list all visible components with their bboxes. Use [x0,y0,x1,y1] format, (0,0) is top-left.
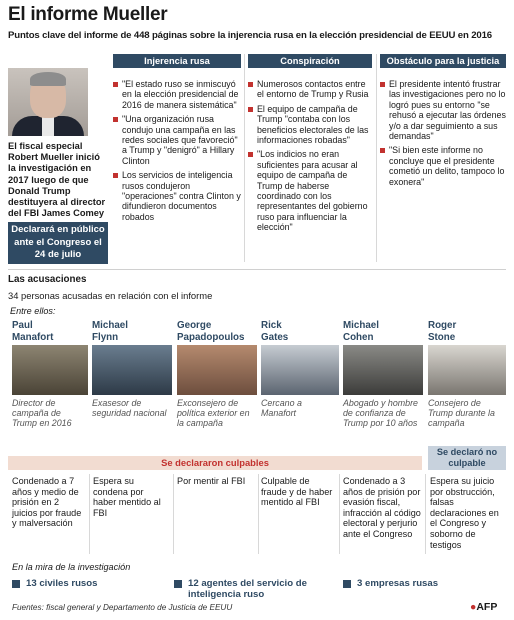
outcome-manafort: Condenado a 7 años y medio de prisión en 2 juicios por fraude y malversación [12,476,82,529]
person-photo [428,345,506,395]
testimony-date-box: Declarará en público ante el Congreso el 24 de julio [8,222,108,264]
person-photo [12,345,88,395]
person-first-name: Michael [343,320,379,331]
person-description: Abogado y hombre de confianza de Trump por 10 años [343,398,418,428]
column-obstruction [380,54,506,191]
bullet-item: El equipo de campaña de Trump "contaba con los beneficios electorales de las informaciones robadas" [248,104,372,146]
person-photo [177,345,257,395]
person-last-name: Papadopoulos [177,331,245,343]
column-heading: Injerencia rusa [113,54,241,68]
person-first-name: Roger [428,320,457,331]
person-manafort [12,320,88,428]
afp-logo-text: AFP [476,601,498,613]
person-last-name: Manafort [12,331,54,343]
accusations-title: Las acusaciones [8,274,87,285]
accusations-subtitle: 34 personas acusadas en relación con el informe [8,290,213,301]
person-flynn [92,320,172,418]
person-last-name: Cohen [343,331,374,343]
bullet-item: "Una organización rusa condujo una campaña en las redes sociales que favoreció" a Trump y "denigró" a Hillary Clinton [113,114,241,166]
outcome-stone: Espera su juicio por obstrucción, falsas declaraciones en el Congreso y soborno de testigos [430,476,499,550]
target-russian-civilians: 13 civiles rusos [26,578,98,589]
page-subtitle: Puntos clave del informe de 448 páginas sobre la injerencia rusa en la elección presidencial de EEUU en 2016 [8,30,492,41]
column-heading: Obstáculo para la justicia [380,54,506,68]
bullet-item: "El estado ruso se inmiscuyó en la elección presidencial de 2016 de manera sistemática" [113,79,241,110]
outcome-papadopoulos: Por mentir al FBI [177,476,246,486]
person-description: Exasesor de seguridad nacional [92,398,167,418]
investigation-label: En la mira de la investigación [12,562,131,572]
person-description: Director de campaña de Trump en 2016 [12,398,72,428]
person-stone [428,320,506,428]
outcome-divider [425,474,426,554]
column-russian-interference [113,54,241,226]
afp-logo [470,601,497,613]
accusations-among-label: Entre ellos: [10,306,56,316]
person-papadopoulos [177,320,257,428]
outcome-divider [258,474,259,554]
outcome-cohen: Condenado a 3 años de prisión por evasión fiscal, infracción al código electoral y perjurio ante el Congreso [343,476,421,539]
target-marker [174,580,182,588]
target-russian-companies: 3 empresas rusas [357,578,439,589]
person-gates [261,320,339,418]
bullet-item: Los servicios de inteligencia rusos condujeron "operaciones" contra Clinton y difundieron documentos robados [113,170,241,222]
person-description: Exconsejero de política exterior en la campaña [177,398,250,428]
outcome-gates: Culpable de fraude y de haber mentido al FBI [261,476,333,508]
person-last-name: Flynn [92,331,119,343]
guilty-plea-band: Se declararon culpables [8,456,422,470]
person-photo [261,345,339,395]
sources-note: Fuentes: fiscal general y Departamento de Justicia de EEUU [12,603,233,612]
outcome-divider [173,474,174,554]
afp-logo-mark-icon: ● [470,601,477,613]
section-divider [8,269,506,270]
person-description: Cercano a Manafort [261,398,302,418]
target-marker [343,580,351,588]
outcome-divider [339,474,340,554]
person-photo [343,345,423,395]
person-first-name: George [177,320,212,331]
person-last-name: Stone [428,331,456,343]
not-guilty-band: Se declaró no culpable [428,446,506,470]
column-divider [376,54,377,262]
outcome-divider [89,474,90,554]
bullet-item: El presidente intentó frustrar las investigaciones pero no lo logró pues su entorno "se rehusó a ejecutar las órdenes y/o a dar seguimiento a sus demandas" [380,79,506,141]
column-conspiracy [248,54,372,237]
mueller-caption: El fiscal especial Robert Mueller inició la investigación en 2017 luego de que Donald Trump destituyera al director del FBI James Comey [8,141,106,219]
bullet-item: "Si bien este informe no concluye que el presidente cometió un delito, tampoco lo exonera" [380,145,506,187]
bullet-item: Numerosos contactos entre el entorno de Trump y Rusia [248,79,372,100]
person-photo [92,345,172,395]
target-marker [12,580,20,588]
person-first-name: Rick [261,320,282,331]
outcome-flynn: Espera su condena por haber mentido al FBI [93,476,161,518]
column-divider [244,54,245,262]
person-cohen [343,320,423,428]
person-first-name: Michael [92,320,128,331]
person-description: Consejero de Trump durante la campaña [428,398,495,428]
person-last-name: Gates [261,331,289,343]
bullet-item: "Los indicios no eran suficientes para acusar al equipo de campaña de Trump de haberse coordinado con los representantes del gobierno ruso para influenciar la elección" [248,149,372,232]
page-title: El informe Mueller [8,4,168,25]
column-heading: Conspiración [248,54,372,68]
mueller-portrait [8,68,88,136]
person-first-name: Paul [12,320,33,331]
target-intelligence-agents: 12 agentes del servicio de inteligencia ruso [188,578,307,601]
